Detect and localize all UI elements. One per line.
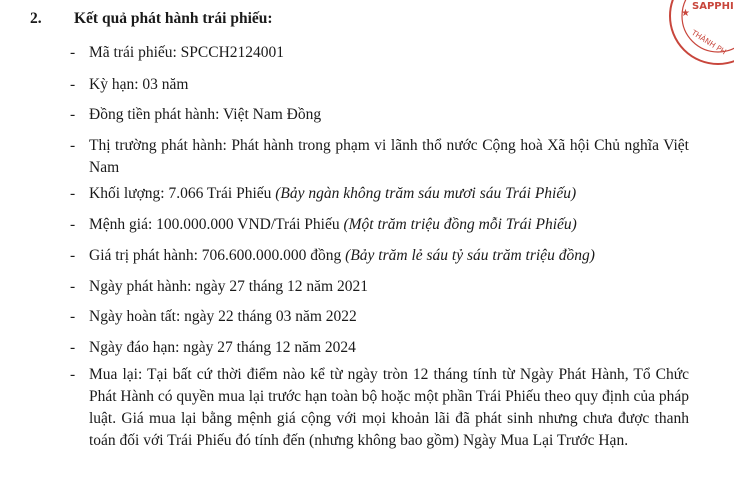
bullet-dash: - bbox=[70, 106, 76, 123]
seal-top-text: SAPPHI bbox=[692, 1, 734, 12]
bullet-dash: - bbox=[70, 76, 76, 93]
item-italic-note: (Một trăm triệu đồng mỗi Trái Phiếu) bbox=[343, 216, 577, 233]
company-seal-stamp bbox=[666, 0, 734, 68]
seal-star-icon: ★ bbox=[681, 8, 690, 19]
item-text: Ngày hoàn tất: ngày 22 tháng 03 năm 2022 bbox=[89, 308, 357, 325]
item-text: Mã trái phiếu: SPCCH2124001 bbox=[89, 44, 285, 61]
item-text: Ngày phát hành: ngày 27 tháng 12 năm 2021 bbox=[89, 278, 368, 295]
bullet-dash: - bbox=[70, 247, 76, 264]
bullet-dash: - bbox=[70, 278, 76, 295]
item-italic-note: (Bảy trăm lẻ sáu tỷ sáu trăm triệu đồng) bbox=[345, 247, 595, 264]
item-text: Đồng tiền phát hành: Việt Nam Đồng bbox=[89, 106, 322, 123]
bullet-dash: - bbox=[70, 308, 76, 325]
item-text: Mệnh giá: 100.000.000 VND/Trái Phiếu bbox=[89, 216, 344, 233]
item-text: Thị trường phát hành: Phát hành trong phạm vi lãnh thổ nước Cộng hoà Xã hội Chủ nghĩa Việt Nam bbox=[89, 137, 689, 176]
section-title: Kết quả phát hành trái phiếu: bbox=[74, 10, 273, 27]
bullet-dash: - bbox=[70, 339, 76, 356]
item-text: Giá trị phát hành: 706.600.000.000 đồng bbox=[89, 247, 346, 264]
bullet-dash: - bbox=[70, 185, 76, 202]
seal-side-text: THÀNH PH bbox=[689, 28, 728, 57]
item-text: Kỳ hạn: 03 năm bbox=[89, 76, 189, 93]
bullet-dash: - bbox=[70, 366, 76, 383]
bullet-dash: - bbox=[70, 137, 76, 154]
section-number: 2. bbox=[30, 10, 42, 27]
item-text: Khối lượng: 7.066 Trái Phiếu bbox=[89, 185, 276, 202]
bullet-dash: - bbox=[70, 216, 76, 233]
item-text: Ngày đáo hạn: ngày 27 tháng 12 năm 2024 bbox=[89, 339, 356, 356]
item-text: Mua lại: Tại bất cứ thời điểm nào kể từ ngày tròn 12 tháng tính từ Ngày Phát Hành, Tổ Chức Phát Hành có quyền mua lại trước hạn toàn bộ hoặc một phần Trái Phiếu theo quy định của pháp luật. Giá mua lại bằng mệnh giá cộng với mọi khoản lãi đã phát sinh nhưng chưa được thanh toán đối với Trái Phiếu đó tính đến (nhưng không bao gồm) Ngày Mua Lại Trước Hạn. bbox=[89, 366, 689, 449]
bullet-dash: - bbox=[70, 44, 76, 61]
item-italic-note: (Bảy ngàn không trăm sáu mươi sáu Trái Phiếu) bbox=[275, 185, 577, 202]
